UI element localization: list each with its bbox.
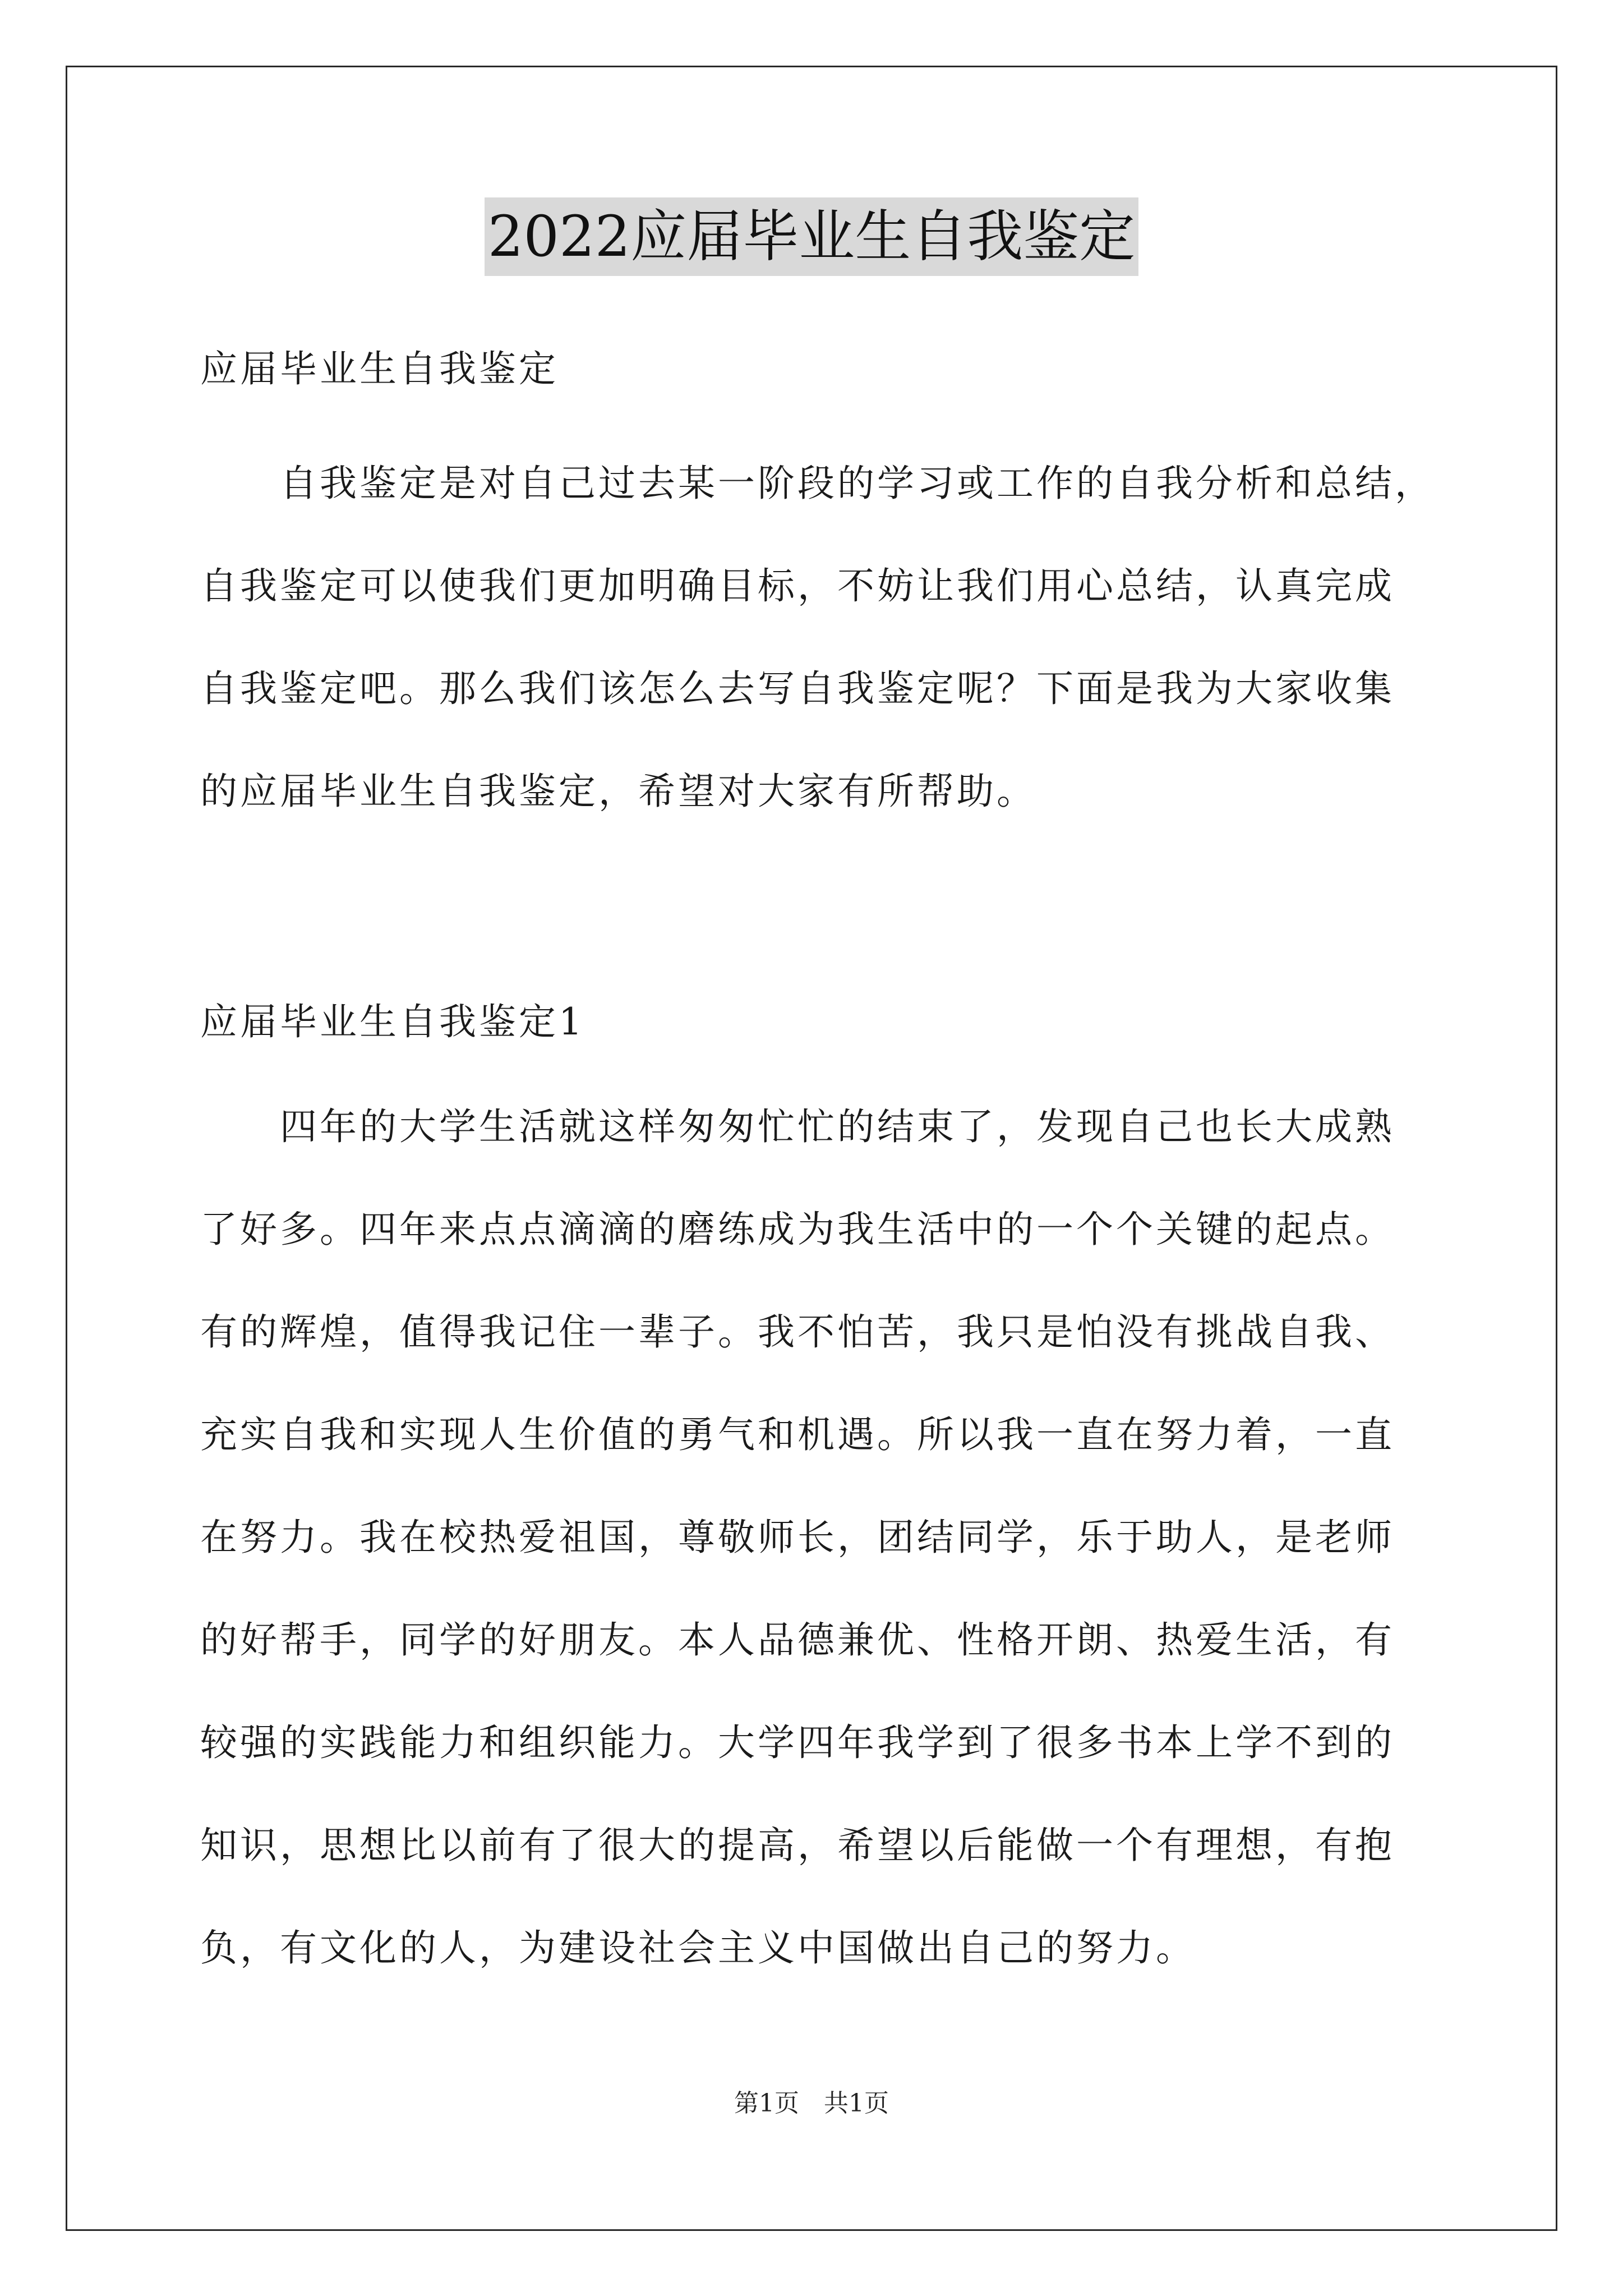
title-container — [0, 197, 1623, 276]
paragraph-line: 充实自我和实现人生价值的勇气和机遇。所以我一直在努力着，一直 — [200, 1413, 1395, 1456]
paragraph-line: 较强的实践能力和组织能力。大学四年我学到了很多书本上学不到的 — [200, 1721, 1395, 1764]
paragraph-line: 有的辉煌，值得我记住一辈子。我不怕苦，我只是怕没有挑战自我、 — [200, 1310, 1395, 1354]
paragraph-line: 负，有文化的人，为建设社会主义中国做出自己的努力。 — [200, 1926, 1196, 1970]
paragraph-line: 的好帮手，同学的好朋友。本人品德兼优、性格开朗、热爱生活，有 — [200, 1618, 1395, 1662]
paragraph-line: 在努力。我在校热爱祖国，尊敬师长，团结同学，乐于助人，是老师 — [200, 1516, 1395, 1559]
paragraph-line: 自我鉴定是对自己过去某一阶段的学习或工作的自我分析和总结， — [200, 462, 1435, 505]
paragraph-line: 了好多。四年来点点滴滴的磨练成为我生活中的一个个关键的起点。 — [200, 1208, 1395, 1251]
page-footer: 第1页 共1页 — [734, 2089, 889, 2118]
paragraph-line: 的应届毕业生自我鉴定，希望对大家有所帮助。 — [200, 770, 1036, 813]
document-title: 2022应届毕业生自我鉴定 — [485, 197, 1139, 276]
paragraph-line: 知识，思想比以前有了很大的提高，希望以后能做一个有理想，有抱 — [200, 1824, 1395, 1867]
section-heading: 应届毕业生自我鉴定1 — [200, 1000, 585, 1043]
section-heading: 应届毕业生自我鉴定 — [200, 347, 559, 390]
paragraph-line: 四年的大学生活就这样匆匆忙忙的结束了，发现自己也长大成熟 — [200, 1105, 1395, 1148]
paragraph-line: 自我鉴定吧。那么我们该怎么去写自我鉴定呢？下面是我为大家收集 — [200, 667, 1395, 710]
paragraph-line: 自我鉴定可以使我们更加明确目标，不妨让我们用心总结，认真完成 — [200, 564, 1395, 608]
